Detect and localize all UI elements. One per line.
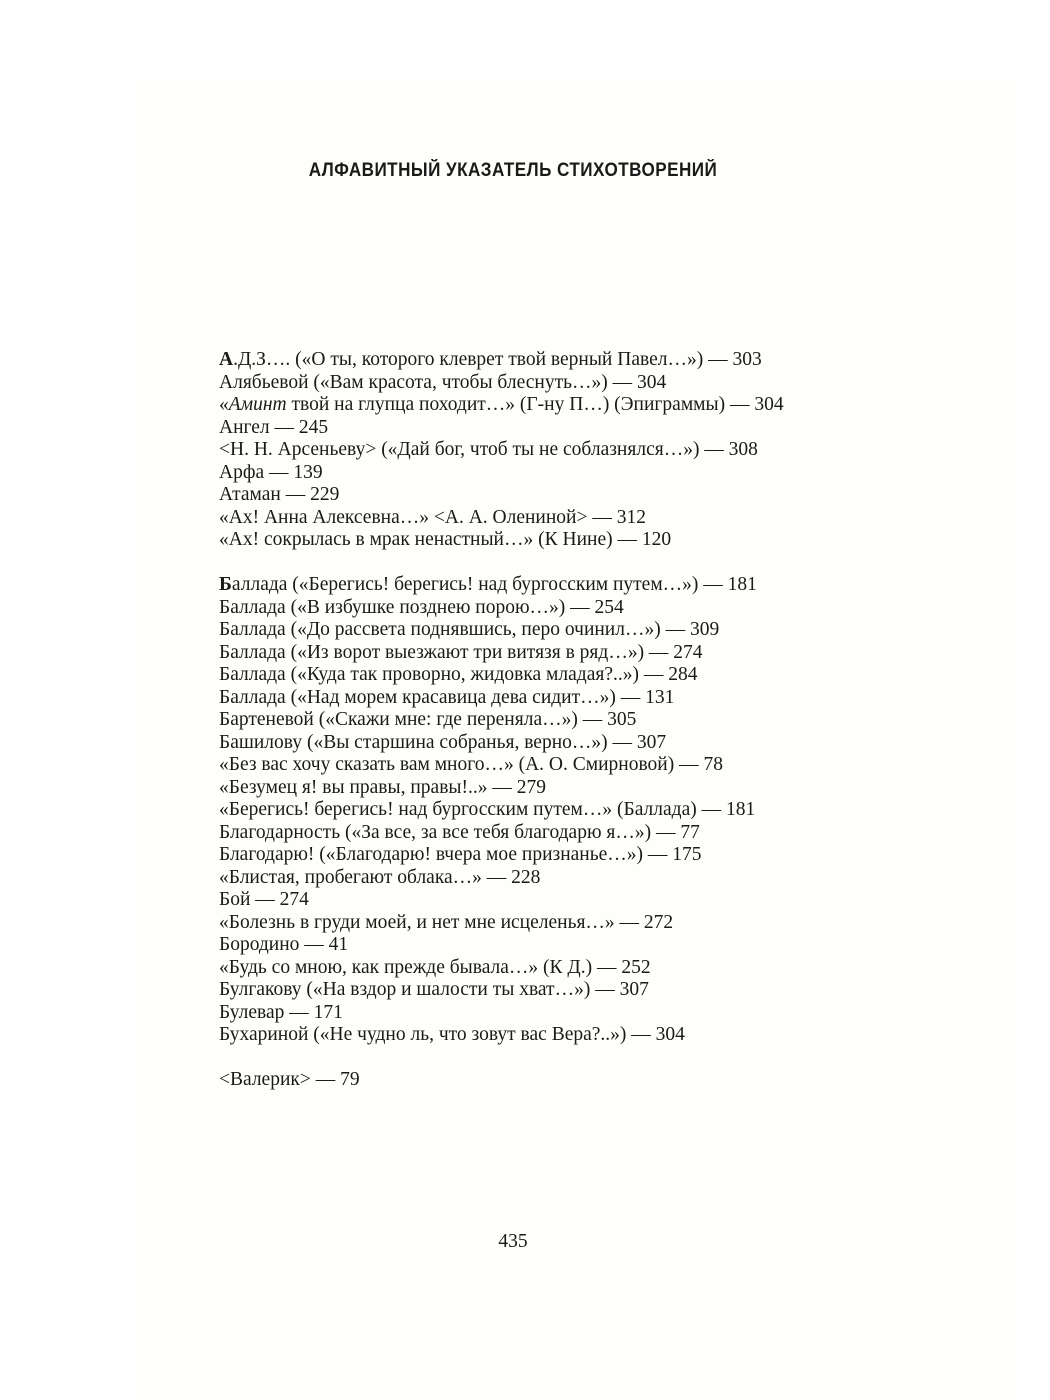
index-entry <box>219 664 859 687</box>
entry-text: «Без вас хочу сказать вам много…» (А. О. Смирновой) — 78 <box>219 754 723 775</box>
index-entry <box>219 844 859 867</box>
index-entry <box>219 867 859 890</box>
page-title: АЛФАВИТНЫЙ УКАЗАТЕЛЬ СТИХОТВОРЕНИЙ <box>308 160 718 181</box>
entry-text: Баллада («Куда так проворно, жидовка младая?..») — 284 <box>219 664 698 685</box>
entry-text: Бухариной («Не чудно ль, что зовут вас Вера?..») — 304 <box>219 1024 685 1045</box>
entry-text: Баллада («Над морем красавица дева сидит…») — 131 <box>219 686 675 708</box>
entry-text: Булгакову («На вздор и шалости ты хват…») — 307 <box>219 979 649 1000</box>
index-entry <box>219 349 859 372</box>
entry-text: Баллада («В избушке позднею порою…») — 254 <box>219 596 624 618</box>
entry-text: Бородино — 41 <box>219 934 349 955</box>
entry-text: Ангел — 245 <box>219 416 329 438</box>
entry-text: Булевар — 171 <box>219 1001 343 1023</box>
entry-text: «Будь со мною, как прежде бывала…» (К Д.) — 252 <box>219 956 651 978</box>
entry-text: <Валерик> — 79 <box>219 1069 360 1090</box>
index-entry <box>219 507 859 530</box>
index-entry <box>219 912 859 935</box>
index-entry <box>219 394 859 417</box>
index-letter-group <box>219 1069 859 1092</box>
entry-text-italic: Аминт <box>228 394 287 415</box>
entry-text: .Д.З…. («О ты, которого клеврет твой верный Павел…») — 303 <box>233 349 762 370</box>
entry-text: «Блистая, пробегают облака…» — 228 <box>219 866 541 888</box>
entry-initial-letter: А <box>219 349 234 370</box>
index-entry <box>219 439 859 462</box>
index-entry <box>219 1069 859 1092</box>
index-entry <box>219 1024 859 1047</box>
entry-text: «Ах! Анна Алексевна…» <А. А. Олениной> — 312 <box>219 506 646 528</box>
entry-text-post: твой на глупца походит…» (Г-ну П…) (Эпиграммы) — 304 <box>286 394 784 415</box>
index-entry <box>219 484 859 507</box>
entry-text: аллада («Берегись! берегись! над бургосским путем…») — 181 <box>231 574 757 595</box>
index-entry <box>219 889 859 912</box>
index-entry <box>219 777 859 800</box>
entry-text-pre: « <box>219 394 229 415</box>
index-entry <box>219 597 859 620</box>
index-entry <box>219 799 859 822</box>
entry-text: Бой — 274 <box>219 889 309 910</box>
entry-text: «Безумец я! вы правы, правы!..» — 279 <box>219 776 546 798</box>
index-entry <box>219 709 859 732</box>
index-entry <box>219 372 859 395</box>
index-entry <box>219 529 859 552</box>
index-entry <box>219 574 859 597</box>
entry-text: «Болезнь в груди моей, и нет мне исцеленья…» — 272 <box>219 911 674 933</box>
index-letter-group <box>219 349 859 552</box>
index-entry <box>219 732 859 755</box>
index-entry <box>219 934 859 957</box>
book-page <box>138 82 1018 1400</box>
page-number: 435 <box>498 1231 528 1252</box>
entry-text: <Н. Н. Арсеньеву> («Дай бог, чтоб ты не соблазнялся…») — 308 <box>219 439 758 460</box>
entry-text: Алябьевой («Вам красота, чтобы блеснуть…») — 304 <box>219 371 667 393</box>
entry-text: Благодарность («За все, за все тебя благодарю я…») — 77 <box>219 821 700 843</box>
entry-initial-letter: Б <box>219 574 232 595</box>
entry-text: Благодарю! («Благодарю! вчера мое признанье…») — 175 <box>219 844 702 865</box>
entry-text: Башилову («Вы старшина собранья, верно…») — 307 <box>219 731 667 753</box>
entry-text: Арфа — 139 <box>219 461 323 483</box>
index-entry <box>219 979 859 1002</box>
entry-text: «Ах! сокрылась в мрак ненастный…» (К Нине) — 120 <box>219 529 672 550</box>
index-entry <box>219 957 859 980</box>
index-entry <box>219 687 859 710</box>
index-entry <box>219 1002 859 1025</box>
index-entry <box>219 417 859 440</box>
index-entry <box>219 462 859 485</box>
index-letter-group <box>219 574 859 1047</box>
index-entry <box>219 642 859 665</box>
index-entry <box>219 822 859 845</box>
entry-text: Бартеневой («Скажи мне: где переняла…») — 305 <box>219 709 637 730</box>
entry-text: Атаман — 229 <box>219 484 340 505</box>
entry-text: Баллада («До рассвета поднявшись, перо очинил…») — 309 <box>219 619 720 640</box>
index-entry <box>219 619 859 642</box>
entry-text: Баллада («Из ворот выезжают три витязя в ряд…») — 274 <box>219 641 703 663</box>
index-entries <box>219 349 859 1092</box>
index-entry <box>219 754 859 777</box>
entry-text: «Берегись! берегись! над бургосским путем…» (Баллада) — 181 <box>219 799 756 820</box>
